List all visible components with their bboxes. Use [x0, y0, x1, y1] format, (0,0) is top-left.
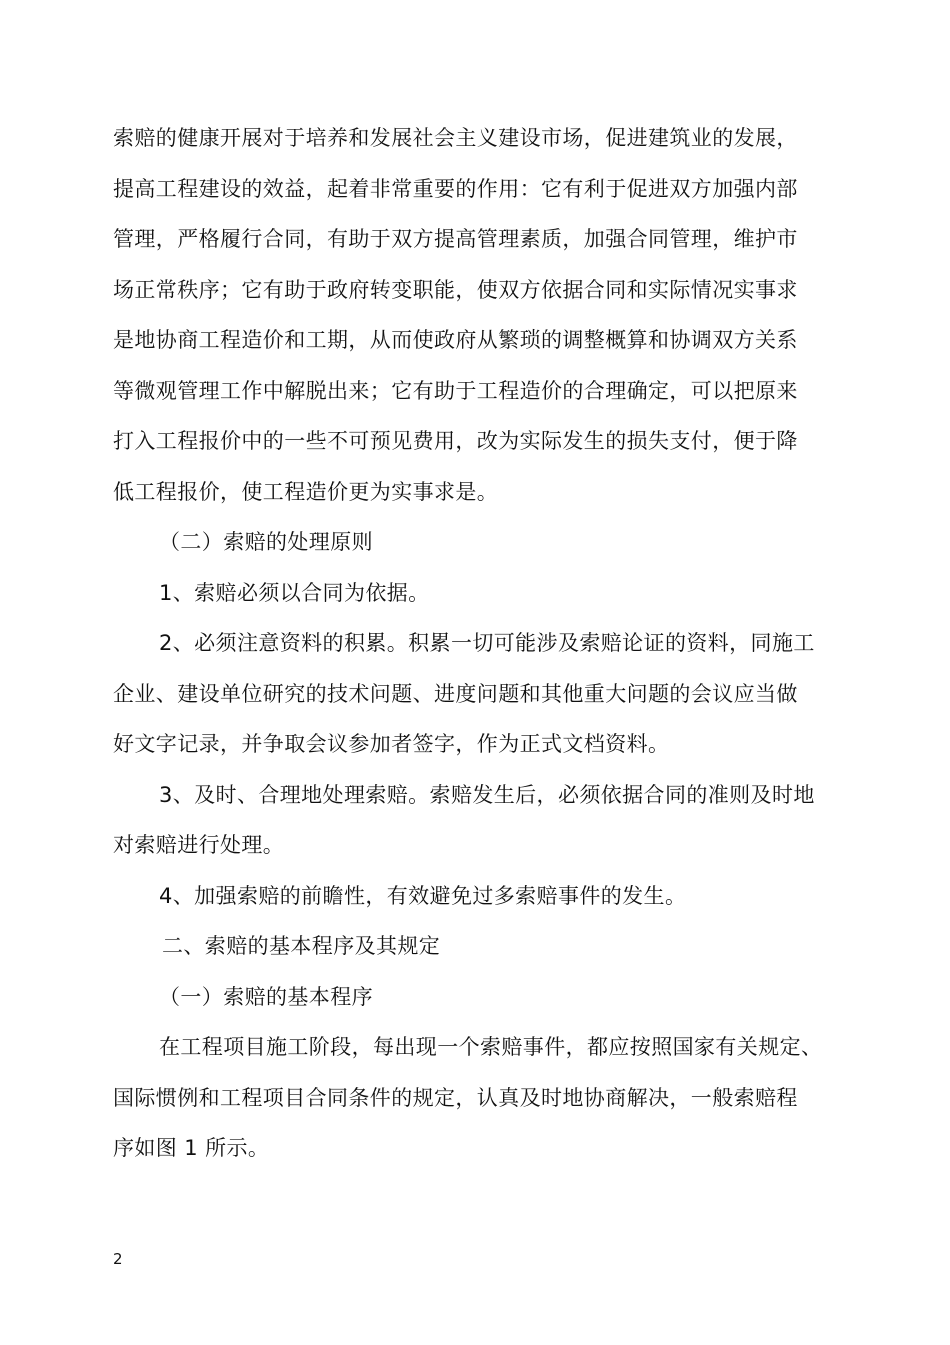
text-line: 是地协商工程造价和工期，从而使政府从繁琐的调整概算和协调双方关系	[113, 328, 798, 352]
text-line: 场正常秩序；它有助于政府转变职能，使双方依据合同和实际情况实事求	[113, 277, 798, 302]
heading-processing-principles	[113, 517, 813, 568]
text-line: 国际惯例和工程项目合同条件的规定，认真及时地协商解决，一般索赔程	[113, 1085, 798, 1110]
text-line: （一）索赔的基本程序	[159, 984, 373, 1009]
text-line: 序如图 1 所示。	[113, 1136, 270, 1160]
text-line: 在工程项目施工阶段，每出现一个索赔事件，都应按照国家有关规定、	[159, 1035, 823, 1059]
text-line: 等微观管理工作中解脱出来；它有助于工程造价的合理确定，可以把原来	[113, 378, 798, 403]
text-line: 好文字记录，并争取会议参加者签字，作为正式文档资料。	[113, 732, 670, 756]
principle-2	[113, 618, 813, 770]
text-line: 索赔的健康开展对于培养和发展社会主义建设市场，促进建筑业的发展，	[113, 126, 798, 150]
heading-basic-procedure	[113, 972, 813, 1023]
text-line: 二、索赔的基本程序及其规定	[162, 934, 441, 958]
paragraph-procedure	[113, 1022, 823, 1174]
principle-4	[113, 871, 813, 922]
text-line: 提高工程建设的效益，起着非常重要的作用：它有利于促进双方加强内部	[113, 176, 798, 201]
text-line: 打入工程报价中的一些不可预见费用，改为实际发生的损失支付，便于降	[113, 429, 798, 453]
document-body	[113, 113, 823, 1174]
text-line: 4、加强索赔的前瞻性，有效避免过多索赔事件的发生。	[159, 883, 687, 908]
paragraph-claim-significance	[113, 113, 813, 517]
heading-section-two	[113, 921, 813, 972]
text-line: 1、索赔必须以合同为依据。	[159, 580, 430, 605]
text-line: 对索赔进行处理。	[113, 833, 285, 857]
principle-3	[113, 770, 813, 871]
text-line: 3、及时、合理地处理索赔。索赔发生后，必须依据合同的准则及时地	[159, 782, 815, 807]
text-line: 2、必须注意资料的积累。积累一切可能涉及索赔论证的资料，同施工	[159, 631, 815, 655]
text-line: （二）索赔的处理原则	[159, 530, 373, 554]
text-line: 企业、建设单位研究的技术问题、进度问题和其他重大问题的会议应当做	[113, 681, 798, 706]
text-line: 低工程报价，使工程造价更为实事求是。	[113, 479, 499, 504]
text-line: 管理，严格履行合同，有助于双方提高管理素质，加强合同管理，维护市	[113, 227, 798, 251]
page-number: 2	[113, 1250, 123, 1268]
principle-1	[113, 568, 813, 619]
